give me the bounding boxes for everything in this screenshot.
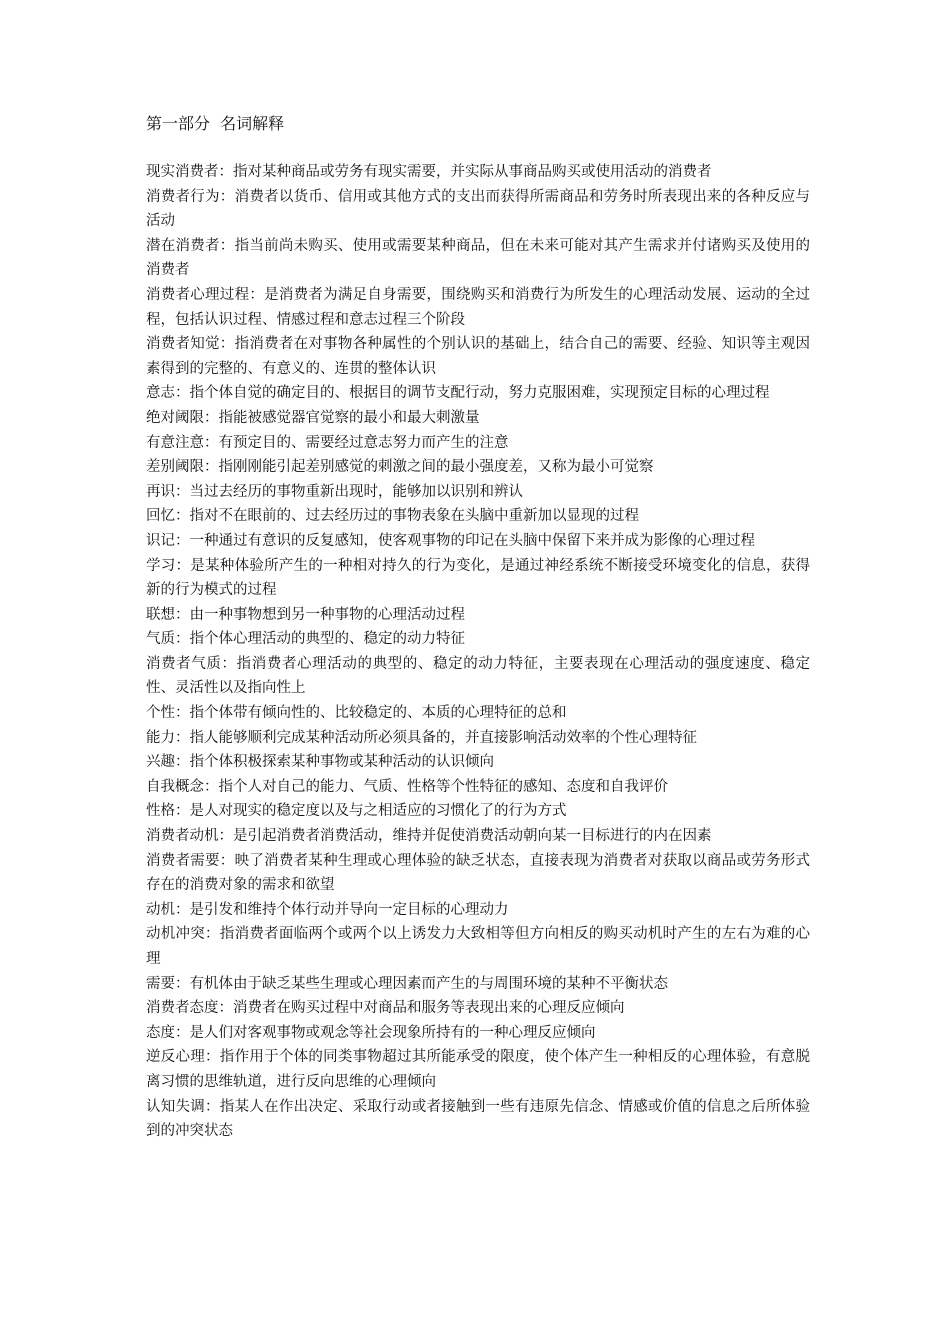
definition-entry: 消费者知觉：指消费者在对事物各种属性的个别认识的基础上，结合自己的需要、经验、知识等主观因素得到的完整的、有意义的、连贯的整体认识 [146, 336, 810, 377]
definition-entry: 气质：指个体心理活动的典型的、稳定的动力特征 [146, 631, 465, 648]
definition-entry: 消费者需要：映了消费者某种生理或心理体验的缺乏状态，直接表现为消费者对获取以商品或劳务形式存在的消费对象的需求和欲望 [146, 852, 810, 894]
definition-entry: 消费者态度：消费者在购买过程中对商品和服务等表现出来的心理反应倾向 [146, 1000, 625, 1017]
definition-entry: 能力：指人能够顺利完成某种活动所必须具备的，并直接影响活动效率的个性心理特征 [146, 729, 697, 746]
section-title: 第一部分 名词解释 [146, 114, 285, 133]
definition-entry: 消费者行为：消费者以货币、信用或其他方式的支出而获得所需商品和劳务时所表现出来的各种反应与活动 [146, 188, 810, 230]
definition-entry: 联想：由一种事物想到另一种事物的心理活动过程 [146, 606, 465, 623]
definition-entry: 意志：指个体自觉的确定目的、根据目的调节支配行动，努力克服困难，实现预定目标的心理过程 [146, 385, 770, 402]
definition-entry: 动机：是引发和维持个体行动并导向一定目标的心理动力 [146, 901, 509, 918]
definition-entry: 自我概念：指个人对自己的能力、气质、性格等个性特征的感知、态度和自我评价 [146, 778, 668, 795]
definition-entry: 回忆：指对不在眼前的、过去经历过的事物表象在头脑中重新加以显现的过程 [146, 508, 639, 525]
document-page [146, 112, 810, 1144]
definition-entry: 兴趣：指个体积极探索某种事物或某种活动的认识倾向 [146, 754, 494, 771]
definition-entry: 识记：一种通过有意识的反复感知，使客观事物的印记在头脑中保留下来并成为影像的心理过程 [146, 532, 755, 549]
definition-entry: 消费者动机：是引起消费者消费活动，维持并促使消费活动朝向某一目标进行的内在因素 [146, 828, 712, 845]
definition-entry: 再识：当过去经历的事物重新出现时，能够加以识别和辨认 [146, 483, 523, 500]
definition-entry: 逆反心理：指作用于个体的同类事物超过其所能承受的限度，使个体产生一种相反的心理体验，有意脱离习惯的思维轨道，进行反向思维的心理倾向 [146, 1049, 810, 1090]
definition-entry: 态度：是人们对客观事物或观念等社会现象所持有的一种心理反应倾向 [146, 1024, 596, 1041]
definition-entry: 需要：有机体由于缺乏某些生理或心理因素而产生的与周围环境的某种不平衡状态 [146, 975, 668, 992]
definition-entry: 认知失调：指某人在作出决定、采取行动或者接触到一些有违原先信念、情感或价值的信息之后所体验到的冲突状态 [146, 1098, 810, 1140]
definition-entry: 学习：是某种体验所产生的一种相对持久的行为变化，是通过神经系统不断接受环境变化的信息，获得新的行为模式的过程 [146, 557, 810, 599]
definition-entry: 消费者心理过程：是消费者为满足自身需要，围绕购买和消费行为所发生的心理活动发展、运动的全过程，包括认识过程、情感过程和意志过程三个阶段 [146, 286, 810, 328]
definition-entry: 绝对阈限：指能被感觉器官觉察的最小和最大刺激量 [146, 409, 480, 426]
definition-entry: 动机冲突：指消费者面临两个或两个以上诱发力大致相等但方向相反的购买动机时产生的左右为难的心理 [146, 926, 810, 967]
definition-entry: 个性：指个体带有倾向性的、比较稳定的、本质的心理特征的总和 [146, 705, 567, 722]
definition-list [146, 160, 810, 1144]
definition-entry: 差别阈限：指刚刚能引起差别感觉的刺激之间的最小强度差，又称为最小可觉察 [146, 459, 654, 476]
definition-entry: 有意注意：有预定目的、需要经过意志努力而产生的注意 [146, 434, 509, 451]
definition-entry: 潜在消费者：指当前尚未购买、使用或需要某种商品，但在未来可能对其产生需求并付诸购买及使用的消费者 [146, 237, 810, 279]
definition-entry: 消费者气质：指消费者心理活动的典型的、稳定的动力特征，主要表现在心理活动的强度速度、稳定性、灵活性以及指向性上 [146, 655, 810, 697]
definition-entry: 性格：是人对现实的稳定度以及与之相适应的习惯化了的行为方式 [146, 803, 567, 820]
definition-entry: 现实消费者：指对某种商品或劳务有现实需要，并实际从事商品购买或使用活动的消费者 [146, 164, 712, 180]
